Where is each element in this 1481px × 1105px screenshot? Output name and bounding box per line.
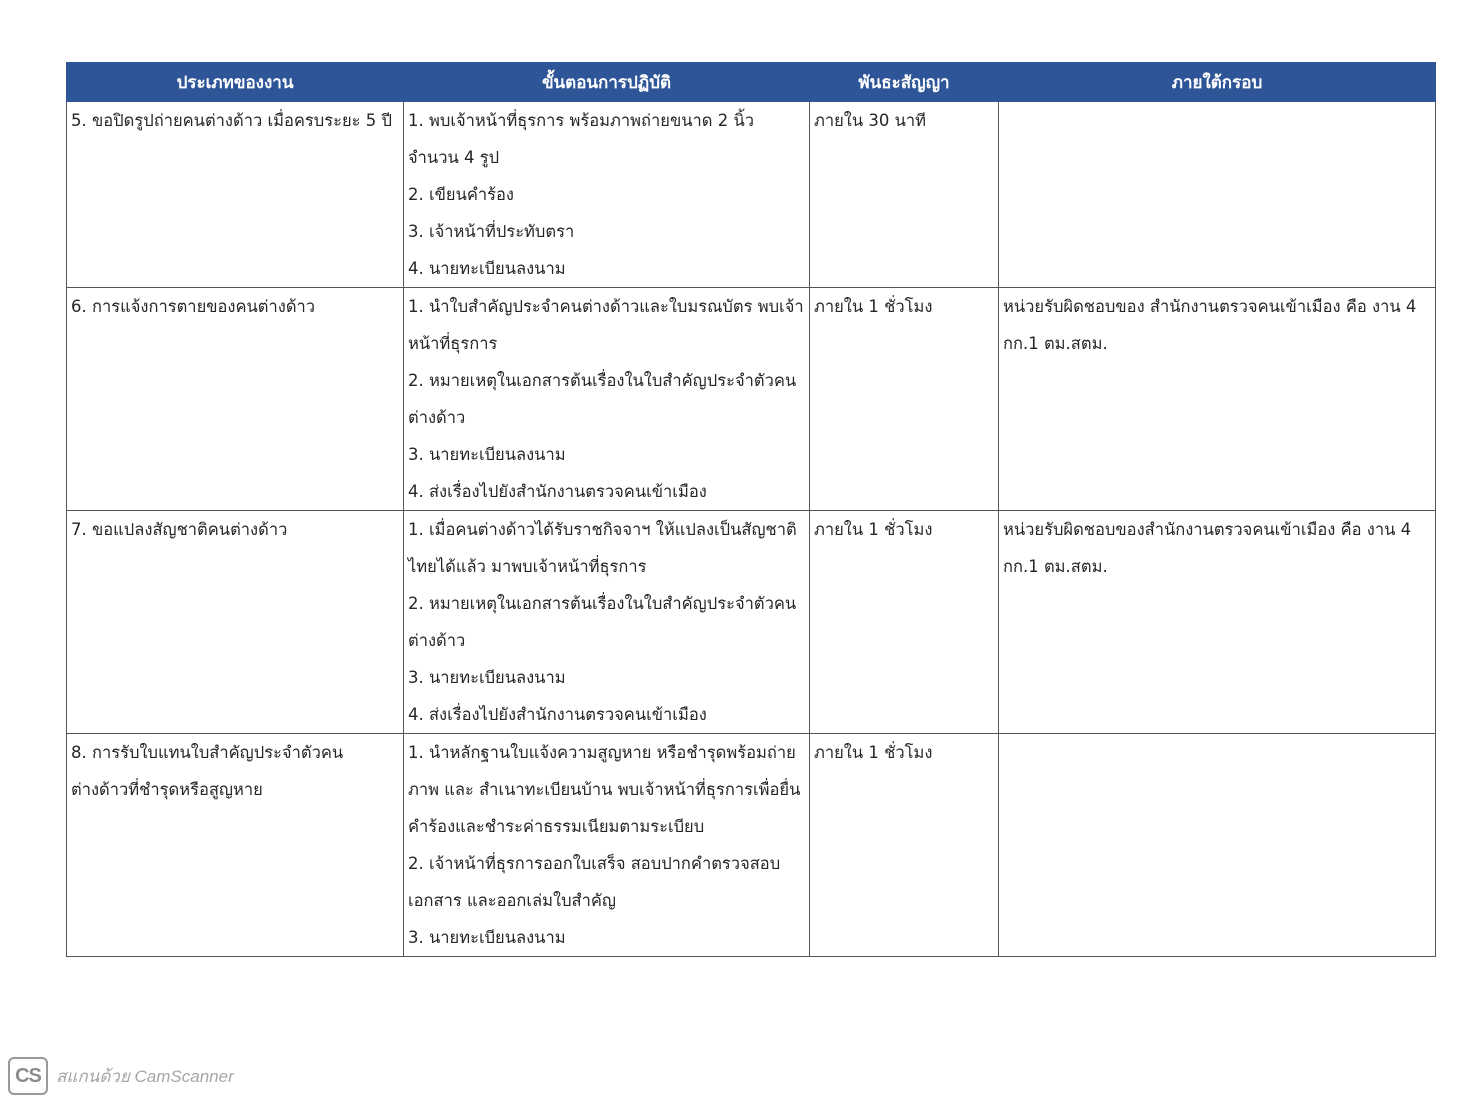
table-header-row — [67, 63, 1436, 102]
header-framework: ภายใต้กรอบ — [999, 63, 1436, 102]
step-item: 4. ส่งเรื่องไปยังสำนักงานตรวจคนเข้าเมือง — [408, 482, 707, 501]
type-text: 6. การแจ้งการตายของคนต่างด้าว — [71, 297, 316, 316]
type-text: 7. ขอแปลงสัญชาติคนต่างด้าว — [71, 520, 288, 539]
type-text: 5. ขอปิดรูปถ่ายคนต่างด้าว เมื่อครบระยะ 5 ปี — [71, 111, 392, 130]
step-item: 1. นำหลักฐานใบแจ้งความสูญหาย หรือชำรุดพร้อมถ่ายภาพ และ สำเนาทะเบียนบ้าน พบเจ้าหน้าที่ธุรการเพื่อยื่นคำร้องและชำระค่าธรรมเนียมตามระเบียบ — [408, 743, 801, 836]
step-item: 4. ส่งเรื่องไปยังสำนักงานตรวจคนเข้าเมือง — [408, 705, 707, 724]
cell-commitment — [810, 102, 999, 288]
step-item: 1. นำใบสำคัญประจำคนต่างด้าวและใบมรณบัตร พบเจ้าหน้าที่ธุรการ — [408, 297, 804, 353]
step-item: 4. นายทะเบียนลงนาม — [408, 259, 566, 278]
cell-steps — [404, 511, 810, 734]
cell-framework — [999, 288, 1436, 511]
table-row — [67, 511, 1436, 734]
cell-type — [67, 102, 404, 288]
steps-list — [408, 734, 805, 956]
commitment-text: ภายใน 1 ชั่วโมง — [814, 297, 933, 316]
steps-list — [408, 288, 805, 510]
header-steps: ขั้นตอนการปฏิบัติ — [404, 63, 810, 102]
cell-steps — [404, 288, 810, 511]
steps-list — [408, 102, 805, 287]
table-row — [67, 102, 1436, 288]
step-item: 2. เจ้าหน้าที่ธุรการออกใบเสร็จ สอบปากคำตรวจสอบเอกสาร และออกเล่มใบสำคัญ — [408, 854, 781, 910]
step-item: 2. เขียนคำร้อง — [408, 185, 514, 204]
watermark-text: สแกนด้วย CamScanner — [56, 1066, 234, 1086]
cell-commitment — [810, 288, 999, 511]
step-item: 1. พบเจ้าหน้าที่ธุรการ พร้อมภาพถ่ายขนาด 2 นิ้ว จำนวน 4 รูป — [408, 111, 755, 167]
cell-commitment — [810, 511, 999, 734]
table-row — [67, 288, 1436, 511]
header-type: ประเภทของงาน — [67, 63, 404, 102]
cell-type — [67, 734, 404, 957]
cell-framework — [999, 734, 1436, 957]
step-item: 3. นายทะเบียนลงนาม — [408, 928, 566, 947]
header-commitment: พันธะสัญญา — [810, 63, 999, 102]
step-item: 1. เมื่อคนต่างด้าวได้รับราชกิจจาฯ ให้แปลงเป็นสัญชาติไทยได้แล้ว มาพบเจ้าหน้าที่ธุรการ — [408, 520, 797, 576]
commitment-text: ภายใน 1 ชั่วโมง — [814, 743, 933, 762]
table-row — [67, 734, 1436, 957]
camscanner-logo-icon: CS — [8, 1057, 48, 1095]
step-item: 2. หมายเหตุในเอกสารต้นเรื่องในใบสำคัญประจำตัวคนต่างด้าว — [408, 371, 797, 427]
framework-text: หน่วยรับผิดชอบของสำนักงานตรวจคนเข้าเมือง คือ งาน 4 กก.1 ตม.สตม. — [1003, 520, 1412, 576]
cell-type — [67, 288, 404, 511]
framework-text: หน่วยรับผิดชอบของ สำนักงานตรวจคนเข้าเมือง คือ งาน 4 กก.1 ตม.สตม. — [1003, 297, 1417, 353]
cell-framework — [999, 511, 1436, 734]
steps-list — [408, 511, 805, 733]
type-text: 8. การรับใบแทนใบสำคัญประจำตัวคนต่างด้าวที่ชำรุดหรือสูญหาย — [71, 743, 344, 799]
commitment-text: ภายใน 1 ชั่วโมง — [814, 520, 933, 539]
cell-commitment — [810, 734, 999, 957]
cell-steps — [404, 734, 810, 957]
service-procedure-table — [66, 62, 1436, 957]
commitment-text: ภายใน 30 นาที — [814, 111, 927, 130]
cell-type — [67, 511, 404, 734]
cell-framework — [999, 102, 1436, 288]
step-item: 3. นายทะเบียนลงนาม — [408, 668, 566, 687]
step-item: 3. เจ้าหน้าที่ประทับตรา — [408, 222, 575, 241]
camscanner-watermark — [8, 1054, 234, 1098]
cell-steps — [404, 102, 810, 288]
step-item: 3. นายทะเบียนลงนาม — [408, 445, 566, 464]
step-item: 2. หมายเหตุในเอกสารต้นเรื่องในใบสำคัญประจำตัวคนต่างด้าว — [408, 594, 797, 650]
